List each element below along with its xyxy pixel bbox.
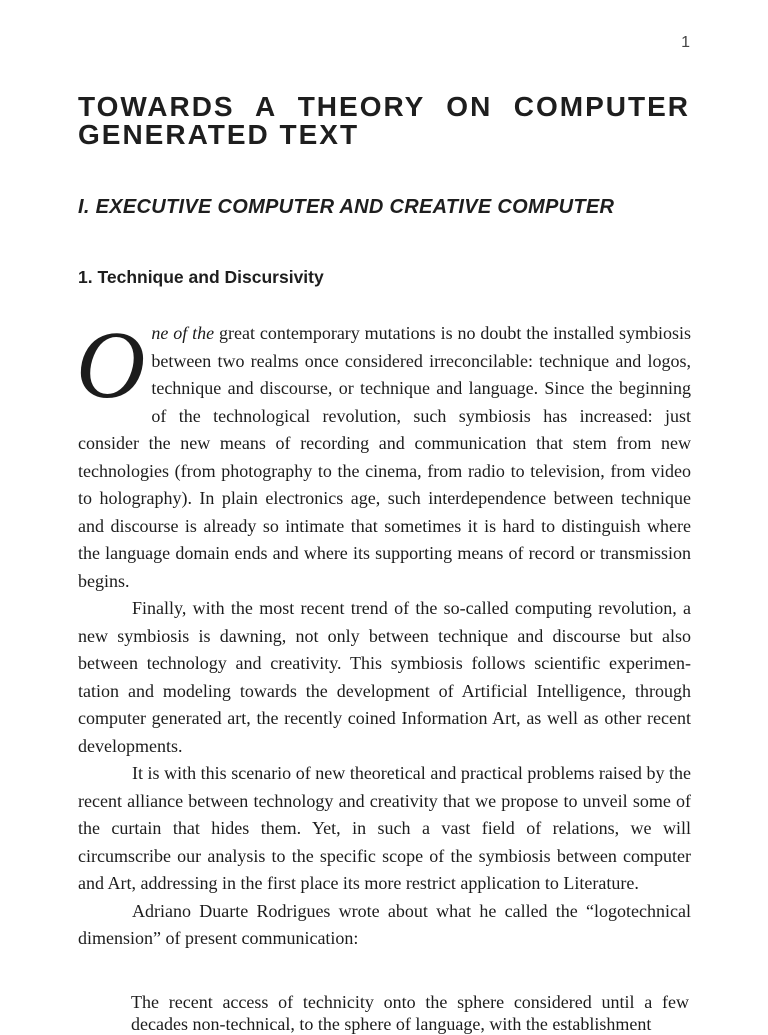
chapter-title <box>78 93 690 149</box>
subsection-title: 1. Technique and Discursivity <box>78 267 324 287</box>
paragraph-1-text: great contemporary mutations is no doubt the installed symbiosis between two realms once considered irreconcilable: technique and logos, technique and discourse, or technique and language. Since the beginning of the technological revolution, such symbiosis has increased: just consider the new means of recording and communication that stem from new technologies (from photography to the cinema, from radio to television, from video to holography). In plain electronics age, such interdependence between technique and discourse is already so intimate that sometimes it is hard to distinguish where the language domain ends and where its supporting means of record or transmission begins. <box>78 323 692 591</box>
page-number: 1 <box>681 34 690 51</box>
paragraph-3: It is with this scenario of new theoretical and practical problems raised by the recent alliance between technology and creativity that we propose to unveil some of the curtain that hides them. Yet, in such a vast field of relations, we will circumscribe our analysis to the specific scope of the symbiosis between computer and Art, addressing in the first place its more restrict application to Literature. <box>78 763 691 893</box>
paragraph-1-lead-in: ne of the <box>151 323 215 343</box>
body-text <box>76 311 692 953</box>
block-quote: The recent access of technicity onto the sphere considered until a few decades non-technical, to the sphere of language, with the establishment <box>131 992 689 1034</box>
chapter-title-line-2: GENERATED TEXT <box>78 119 360 150</box>
paragraph-2: Finally, with the most recent trend of the so-called computing revolution, a new symbiosis is dawning, not only between technique and discourse but also between technology and creativity. This symbiosis follows scientific experimentation and modeling towards the development of Artificial Intelligence, through computer generated art, the recently coined Information Art, as well as other recent developments. <box>78 598 691 756</box>
paragraph-4: Adriano Duarte Rodrigues wrote about what he called the “logotechnical dimension” of present communication: <box>78 900 691 948</box>
chapter-title-line-1: TOWARDS A THEORY ON COMPUTER <box>78 91 690 122</box>
section-title: I. EXECUTIVE COMPUTER AND CREATIVE COMPUTER <box>78 196 615 218</box>
drop-cap: O <box>76 311 146 418</box>
paragraph-1 <box>76 311 692 595</box>
